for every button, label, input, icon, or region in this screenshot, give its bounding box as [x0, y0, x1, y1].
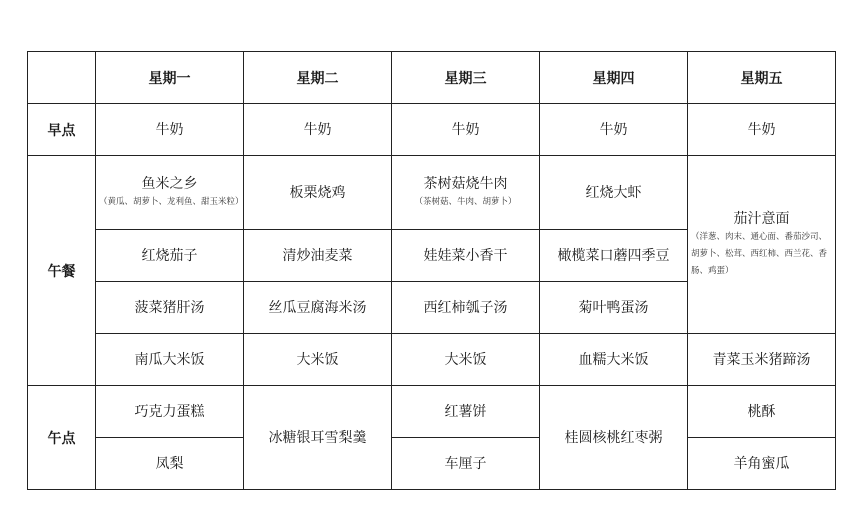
day-header-thursday: 星期四 [540, 52, 688, 104]
lunch-friday-soup: 青菜玉米猪蹄汤 [688, 334, 836, 386]
snack-friday-2: 羊角蜜瓜 [688, 438, 836, 490]
weekly-menu-table [27, 51, 836, 490]
day-header-wednesday: 星期三 [392, 52, 540, 104]
breakfast-friday: 牛奶 [688, 104, 836, 156]
lunch-monday-staple: 南瓜大米饭 [96, 334, 244, 386]
lunch-friday-main [688, 156, 836, 334]
lunch-tuesday-side: 清炒油麦菜 [244, 230, 392, 282]
lunch-thursday-soup: 菊叶鸭蛋汤 [540, 282, 688, 334]
snack-tuesday: 冰糖银耳雪梨羹 [244, 386, 392, 490]
day-header-tuesday: 星期二 [244, 52, 392, 104]
lunch-friday-main-note: （洋葱、肉末、通心面、番茄沙司、胡萝卜、松茸、西红柿、西兰花、香肠、鸡蛋） [691, 232, 828, 276]
snack-wednesday-1: 红薯饼 [392, 386, 540, 438]
lunch-wednesday-main-note: （茶树菇、牛肉、胡萝卜） [414, 197, 517, 207]
lunch-wednesday-soup: 西红柿瓠子汤 [392, 282, 540, 334]
snack-friday-1: 桃酥 [688, 386, 836, 438]
breakfast-label: 早点 [28, 104, 96, 156]
day-header-friday: 星期五 [688, 52, 836, 104]
breakfast-wednesday: 牛奶 [392, 104, 540, 156]
lunch-row-staple [28, 334, 836, 386]
lunch-monday-main-note: （黄瓜、胡萝卜、龙利鱼、甜玉米粒） [99, 197, 244, 207]
snack-monday-2: 凤梨 [96, 438, 244, 490]
lunch-thursday-side: 橄榄菜口蘑四季豆 [540, 230, 688, 282]
lunch-friday-main-name: 茄汁意面 [733, 211, 790, 227]
lunch-thursday-staple: 血糯大米饭 [540, 334, 688, 386]
snack-row-2 [28, 438, 836, 490]
lunch-tuesday-staple: 大米饭 [244, 334, 392, 386]
snack-row-1 [28, 386, 836, 438]
lunch-thursday-main: 红烧大虾 [540, 156, 688, 230]
lunch-monday-side: 红烧茄子 [96, 230, 244, 282]
snack-wednesday-2: 车厘子 [392, 438, 540, 490]
breakfast-monday: 牛奶 [96, 104, 244, 156]
lunch-tuesday-main: 板栗烧鸡 [244, 156, 392, 230]
snack-label: 午点 [28, 386, 96, 490]
day-header-monday: 星期一 [96, 52, 244, 104]
lunch-wednesday-side: 娃娃菜小香干 [392, 230, 540, 282]
lunch-wednesday-main-name: 茶树菇烧牛肉 [423, 176, 508, 192]
lunch-wednesday-staple: 大米饭 [392, 334, 540, 386]
breakfast-tuesday: 牛奶 [244, 104, 392, 156]
snack-thursday: 桂圆核桃红枣粥 [540, 386, 688, 490]
lunch-row-main [28, 156, 836, 230]
lunch-wednesday-main [392, 156, 540, 230]
header-row [28, 52, 836, 104]
lunch-tuesday-soup: 丝瓜豆腐海米汤 [244, 282, 392, 334]
lunch-monday-main-name: 鱼米之乡 [141, 176, 198, 192]
breakfast-thursday: 牛奶 [540, 104, 688, 156]
lunch-monday-soup: 菠菜猪肝汤 [96, 282, 244, 334]
lunch-label: 午餐 [28, 156, 96, 386]
lunch-monday-main [96, 156, 244, 230]
breakfast-row [28, 104, 836, 156]
corner-cell [28, 52, 96, 104]
snack-monday-1: 巧克力蛋糕 [96, 386, 244, 438]
